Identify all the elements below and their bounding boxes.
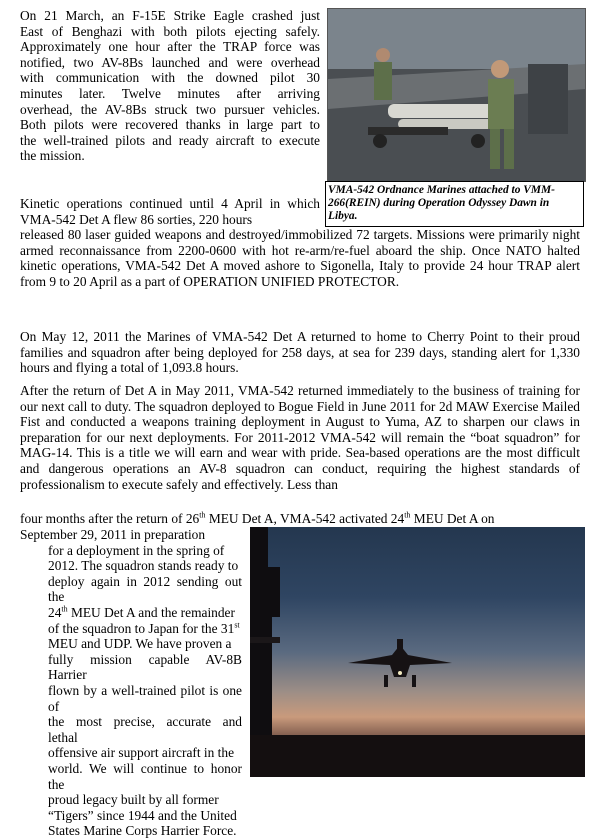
paragraph-trap-mission [20,8,320,164]
text-line: Approximately one hour after the TRAP force was [20,39,320,55]
text-line: overhead, the AV-8Bs struck two pursuer vehicles. [20,101,320,117]
text-line: VMA-542 Det A flew 86 sorties, 220 hours [20,211,253,227]
text-line: Both pilots were recovered thanks in large part to [20,117,320,133]
text-line: the well-trained pilots and ready aircraft to execute [20,132,320,148]
text-line: Kinetic operations continued until 4 April in which [20,196,320,211]
text-line: notified, two AV-8Bs launched and were overhead [20,54,320,70]
text-line: the mission. [20,148,85,164]
text-line: On 21 March, an F-15E Strike Eagle crashed just [20,8,320,23]
text-line: East of Benghazi with both pilots ejecting safely. [20,23,320,39]
harrier-dusk-photo [250,527,585,777]
paragraph-future-deployment: September 29, 2011 in preparation for a deployment in the spring of 2012. The squadron stands ready to deploy again in 2012 sending out the 24th MEU Det A and the remainder of the squadron to Japan for the 31st MEU and UDP. We have proven a fully mission capable AV-8B Harrier flown by a well-trained pilot is one of the most precise, accurate and lethal offensive air support aircraft in the world. We will continue to honor the proud legacy built by all former “Tigers” since 1944 and the United States Marine Corps Harrier Force. [20,527,242,839]
paragraph-training-last-line: four months after the return of 26th MEU Det A, VMA-542 activated 24th MEU Det A on [20,510,495,526]
text-line: with communication with the downed pilot 30 [20,70,320,86]
paragraph-training: After the return of Det A in May 2011, VMA-542 returned immediately to the business of training for our next call to duty. The squadron deployed to Bogue Field in June 2011 for 2d MAW Exercise Mailed Fist and conducted a weapons training deployment in August to Yuma, AZ to sharpen our claws in preparation for our next deployments. For 2011-2012 VMA-542 will remain the “boat squadron” for MAG-14. This is a title we will earn and wear with pride. Sea-based operations are the most difficult and dangerous operations an AV-8 squadron can conduct, requiring the highest standards of professionalism to execute safely and effectively. Less than [20,383,580,492]
paragraph-return-home: On May 12, 2011 the Marines of VMA-542 Det A returned to home to Cherry Point to their proud families and squadron after being deployed for 258 days, at sea for 239 days, standing alert for 1,330 hours and flying a total of 1,093.8 hours. [20,329,580,376]
photo-caption: VMA-542 Ordnance Marines attached to VMM-266(REIN) during Operation Odyssey Dawn in Libya. [325,181,584,227]
ordnance-marines-photo [327,8,586,182]
text-line: minutes later. Twelve minutes after arriving [20,85,320,101]
paragraph-kinetic-ops-start [20,196,320,227]
paragraph-kinetic-ops: released 80 laser guided weapons and destroyed/immobilized 72 targets. Missions were primarily night armed reconnaissance from 2200-0600 with hot re-arm/re-fuel aboard the ship. Once NATO halted kinetic operations, VMA-542 Det A moved ashore to Sigonella, Italy to provide 24 hour TRAP alert from 9 to 20 April as a part of OPERATION UNIFIED PROTECTOR. [20,227,580,289]
